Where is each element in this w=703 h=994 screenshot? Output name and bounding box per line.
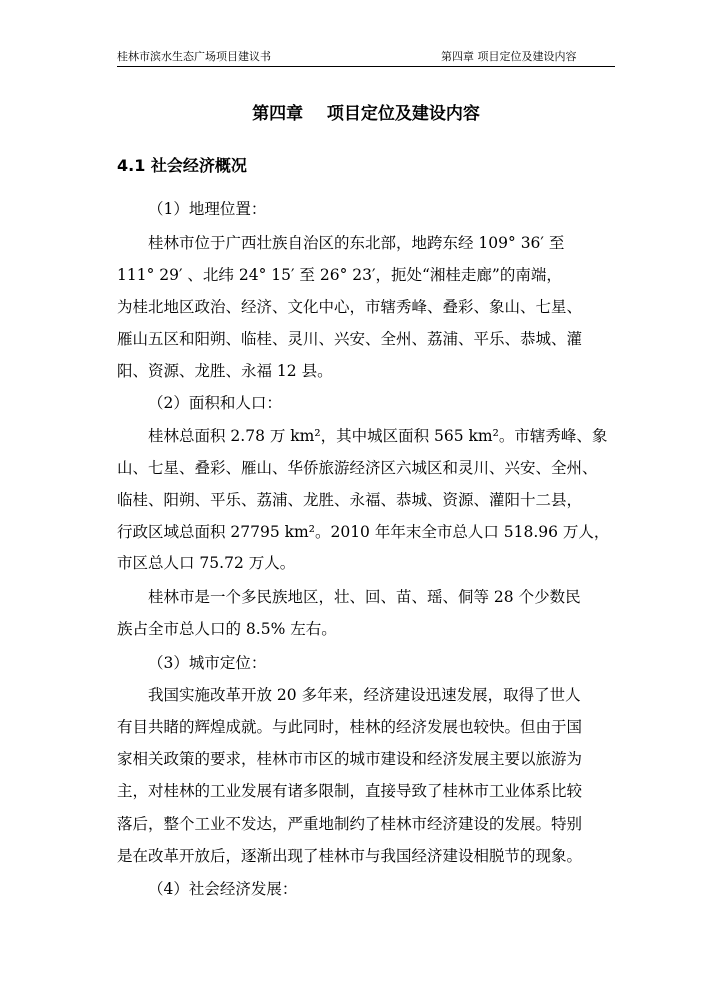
header-document-title: 桂林市滨水生态广场项目建议书: [117, 50, 271, 63]
chapter-title: 第四章 项目定位及建设内容: [252, 104, 480, 124]
subheading-socioeconomic: （4）社会经济发展：: [148, 880, 298, 898]
paragraph-line: 我国实施改革开放 20 多年来，经济建设迅速发展，取得了世人: [148, 686, 581, 704]
paragraph-line: 桂林市位于广西壮族自治区的东北部，地跨东经 109° 36′ 至: [148, 234, 565, 252]
paragraph-line: 临桂、阳朔、平乐、荔浦、龙胜、永福、恭城、资源、灌阳十二县，: [117, 491, 583, 509]
paragraph-line: 山、七星、叠彩、雁山、华侨旅游经济区六城区和灵川、兴安、全州、: [117, 459, 598, 477]
subheading-geography: （1）地理位置：: [148, 200, 267, 218]
paragraph-line: 主，对桂林的工业发展有诸多限制，直接导致了桂林市工业体系比较: [117, 782, 583, 800]
paragraph-line: 雁山五区和阳朔、临桂、灵川、兴安、全州、荔浦、平乐、恭城、灌: [117, 330, 583, 348]
paragraph-line: 家相关政策的要求，桂林市市区的城市建设和经济发展主要以旅游为: [117, 750, 583, 768]
paragraph-line: 落后，整个工业不发达，严重地制约了桂林市经济建设的发展。特别: [117, 815, 583, 833]
paragraph-line: 为桂北地区政治、经济、文化中心，市辖秀峰、叠彩、象山、七星、: [117, 298, 583, 316]
header-chapter-title: 第四章 项目定位及建设内容: [441, 50, 577, 63]
paragraph-line: 阳、资源、龙胜、永福 12 县。: [117, 362, 333, 380]
paragraph-line: 族占全市总人口的 8.5% 左右。: [117, 620, 337, 638]
page-header: [117, 48, 615, 67]
paragraph-line: 是在改革开放后，逐渐出现了桂林市与我国经济建设相脱节的现象。: [117, 847, 583, 865]
section-title: 4.1 社会经济概况: [117, 156, 247, 175]
paragraph-line: 111° 29′ 、北纬 24° 15′ 至 26° 23′，扼处“湘桂走廊”的南端，: [117, 266, 562, 284]
paragraph-line: 桂林总面积 2.78 万 km²，其中城区面积 565 km²。市辖秀峰、象: [148, 427, 608, 445]
paragraph-line: 有目共睹的辉煌成就。与此同时，桂林的经济发展也较快。但由于国: [117, 718, 583, 736]
paragraph-line: 行政区域总面积 27795 km²。2010 年年末全市总人口 518.96 万人，: [117, 523, 610, 541]
paragraph-line: 桂林市是一个多民族地区，壮、回、苗、瑶、侗等 28 个少数民: [148, 588, 581, 606]
paragraph-line: 市区总人口 75.72 万人。: [117, 554, 296, 572]
subheading-city-positioning: （3）城市定位：: [148, 654, 267, 672]
subheading-area-population: （2）面积和人口：: [148, 394, 282, 412]
